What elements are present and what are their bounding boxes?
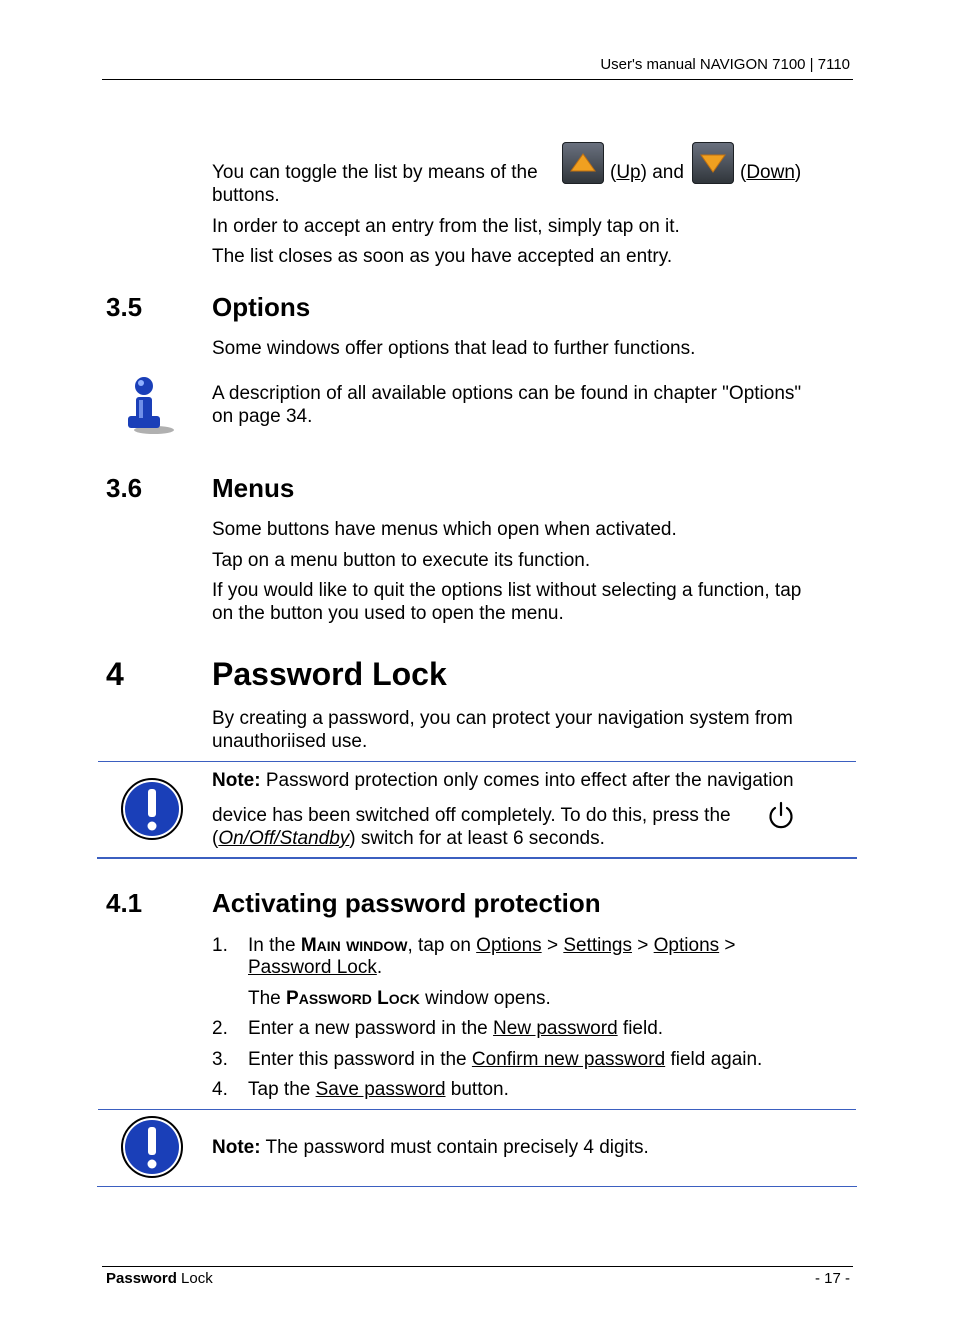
section-3-5-title: Options	[212, 292, 311, 322]
chapter-4-title: Password Lock	[212, 656, 447, 692]
step-3-suffix: field again.	[670, 1049, 763, 1070]
note1-text2: device has been switched off completely. To do this, press the	[212, 805, 731, 826]
on-off-standby-link[interactable]: On/Off/Standby	[218, 828, 350, 849]
step-1-number: 1.	[212, 935, 228, 956]
footer-section-bold: Password	[106, 1270, 177, 1287]
note1-paren-open: (	[212, 828, 219, 849]
info-person-icon	[124, 376, 178, 436]
up-arrow-icon	[569, 152, 597, 174]
new-password-link[interactable]: New password	[493, 1018, 618, 1039]
password-lock-link[interactable]: Password Lock	[248, 957, 377, 978]
note1-line2	[212, 804, 731, 827]
note1-label: Note:	[212, 770, 261, 791]
note2-label: Note:	[212, 1137, 261, 1158]
up-button-icon	[562, 142, 604, 184]
options-link-1[interactable]: Options	[476, 935, 542, 956]
main-window-label: MAIN WINDOW	[300, 935, 408, 956]
step-2-text	[248, 1017, 663, 1040]
menus-para3-line1: If you would like to quit the options list without selecting a function, tap	[212, 580, 802, 601]
options-link-2[interactable]: Options	[653, 935, 720, 956]
section-3-5-number: 3.5	[106, 292, 143, 322]
step-4-number: 4.	[212, 1079, 228, 1100]
toggle-prefix: You can toggle the list by means of the	[212, 162, 538, 183]
down-link[interactable]: Down	[746, 162, 795, 183]
info-note-line1: A description of all available options can be found in chapter "Options"	[212, 383, 802, 404]
footer-section-rest: Lock	[181, 1270, 213, 1287]
step-3-number: 3.	[212, 1049, 228, 1070]
info-note-line2: on page 34.	[212, 406, 313, 427]
note2-text: The password must contain precisely 4 digits.	[265, 1137, 649, 1158]
note2-top-rule	[98, 1109, 856, 1110]
up-link[interactable]: Up	[616, 162, 641, 183]
and-text: and	[652, 162, 684, 183]
up-label-line: (Up) and	[610, 162, 684, 183]
header-title: User's manual NAVIGON 7100 | 7110	[600, 56, 850, 73]
window-opens-rest: window opens.	[425, 988, 551, 1009]
step-1-line1	[248, 934, 736, 958]
down-button-icon	[692, 142, 734, 184]
footer-page-number: - 17 -	[814, 1270, 850, 1287]
section-4-1-number: 4.1	[106, 888, 143, 918]
chapter-4-para-line1: By creating a password, you can protect your navigation system from	[212, 708, 793, 729]
section-4-1-title: Activating password protection	[212, 888, 601, 918]
note1-line1	[212, 769, 794, 792]
settings-link[interactable]: Settings	[563, 935, 632, 956]
save-password-link[interactable]: Save password	[315, 1079, 446, 1100]
step-4-suffix: button.	[450, 1079, 509, 1100]
step-1-in-the: In the	[248, 935, 296, 956]
note1-line3	[212, 827, 605, 850]
menus-para3-line2: on the button you used to open the menu.	[212, 603, 564, 624]
footer-rule	[102, 1266, 853, 1267]
note1-text1: Password protection only comes into effect after the navigation	[265, 770, 794, 791]
step-4-text	[248, 1078, 509, 1101]
options-para: Some windows offer options that lead to further functions.	[212, 338, 696, 359]
section-3-6-title: Menus	[212, 473, 295, 503]
step-3-prefix: Enter this password in the	[248, 1049, 467, 1070]
step-1-line2	[248, 956, 382, 979]
step-2-prefix: Enter a new password in the	[248, 1018, 488, 1039]
footer-section	[106, 1270, 213, 1288]
note1-text3: ) switch for at least 6 seconds.	[349, 828, 605, 849]
step-2-suffix: field.	[622, 1018, 664, 1039]
closes-text: The list closes as soon as you have accepted an entry.	[212, 246, 673, 267]
password-lock-window-label: PASSWORD LOCK	[286, 988, 420, 1009]
window-opens-line	[248, 987, 551, 1011]
note2-line	[212, 1136, 649, 1159]
section-3-6-number: 3.6	[106, 473, 143, 503]
step-2-number: 2.	[212, 1018, 228, 1039]
separator: >	[637, 935, 649, 956]
chapter-4-number: 4	[106, 656, 124, 692]
chapter-4-para-line2: unauthoriised use.	[212, 731, 368, 752]
power-icon	[766, 800, 796, 830]
menus-para1: Some buttons have menus which open when activated.	[212, 519, 677, 540]
buttons-word: buttons.	[212, 185, 280, 206]
header-rule	[102, 79, 853, 80]
down-arrow-icon	[699, 152, 727, 174]
accept-text: In order to accept an entry from the list, simply tap on it.	[212, 216, 680, 237]
separator: >	[724, 935, 736, 956]
menus-para2: Tap on a menu button to execute its function.	[212, 550, 591, 571]
step-3-text	[248, 1048, 762, 1071]
note1-bottom-rule	[97, 857, 857, 859]
separator: >	[546, 935, 559, 956]
exclamation-icon	[120, 777, 184, 841]
note1-top-rule	[98, 761, 856, 762]
exclamation-icon	[120, 1115, 184, 1179]
confirm-new-password-link[interactable]: Confirm new password	[471, 1049, 666, 1070]
down-label-line: (Down)	[740, 162, 802, 183]
page-header	[0, 56, 850, 74]
toggle-line	[212, 161, 538, 184]
window-opens-the: The	[248, 988, 281, 1009]
step-4-prefix: Tap the	[248, 1079, 311, 1100]
step-1-tap-on: , tap on	[407, 935, 471, 956]
period: .	[376, 957, 383, 978]
note2-bottom-rule	[97, 1186, 857, 1187]
